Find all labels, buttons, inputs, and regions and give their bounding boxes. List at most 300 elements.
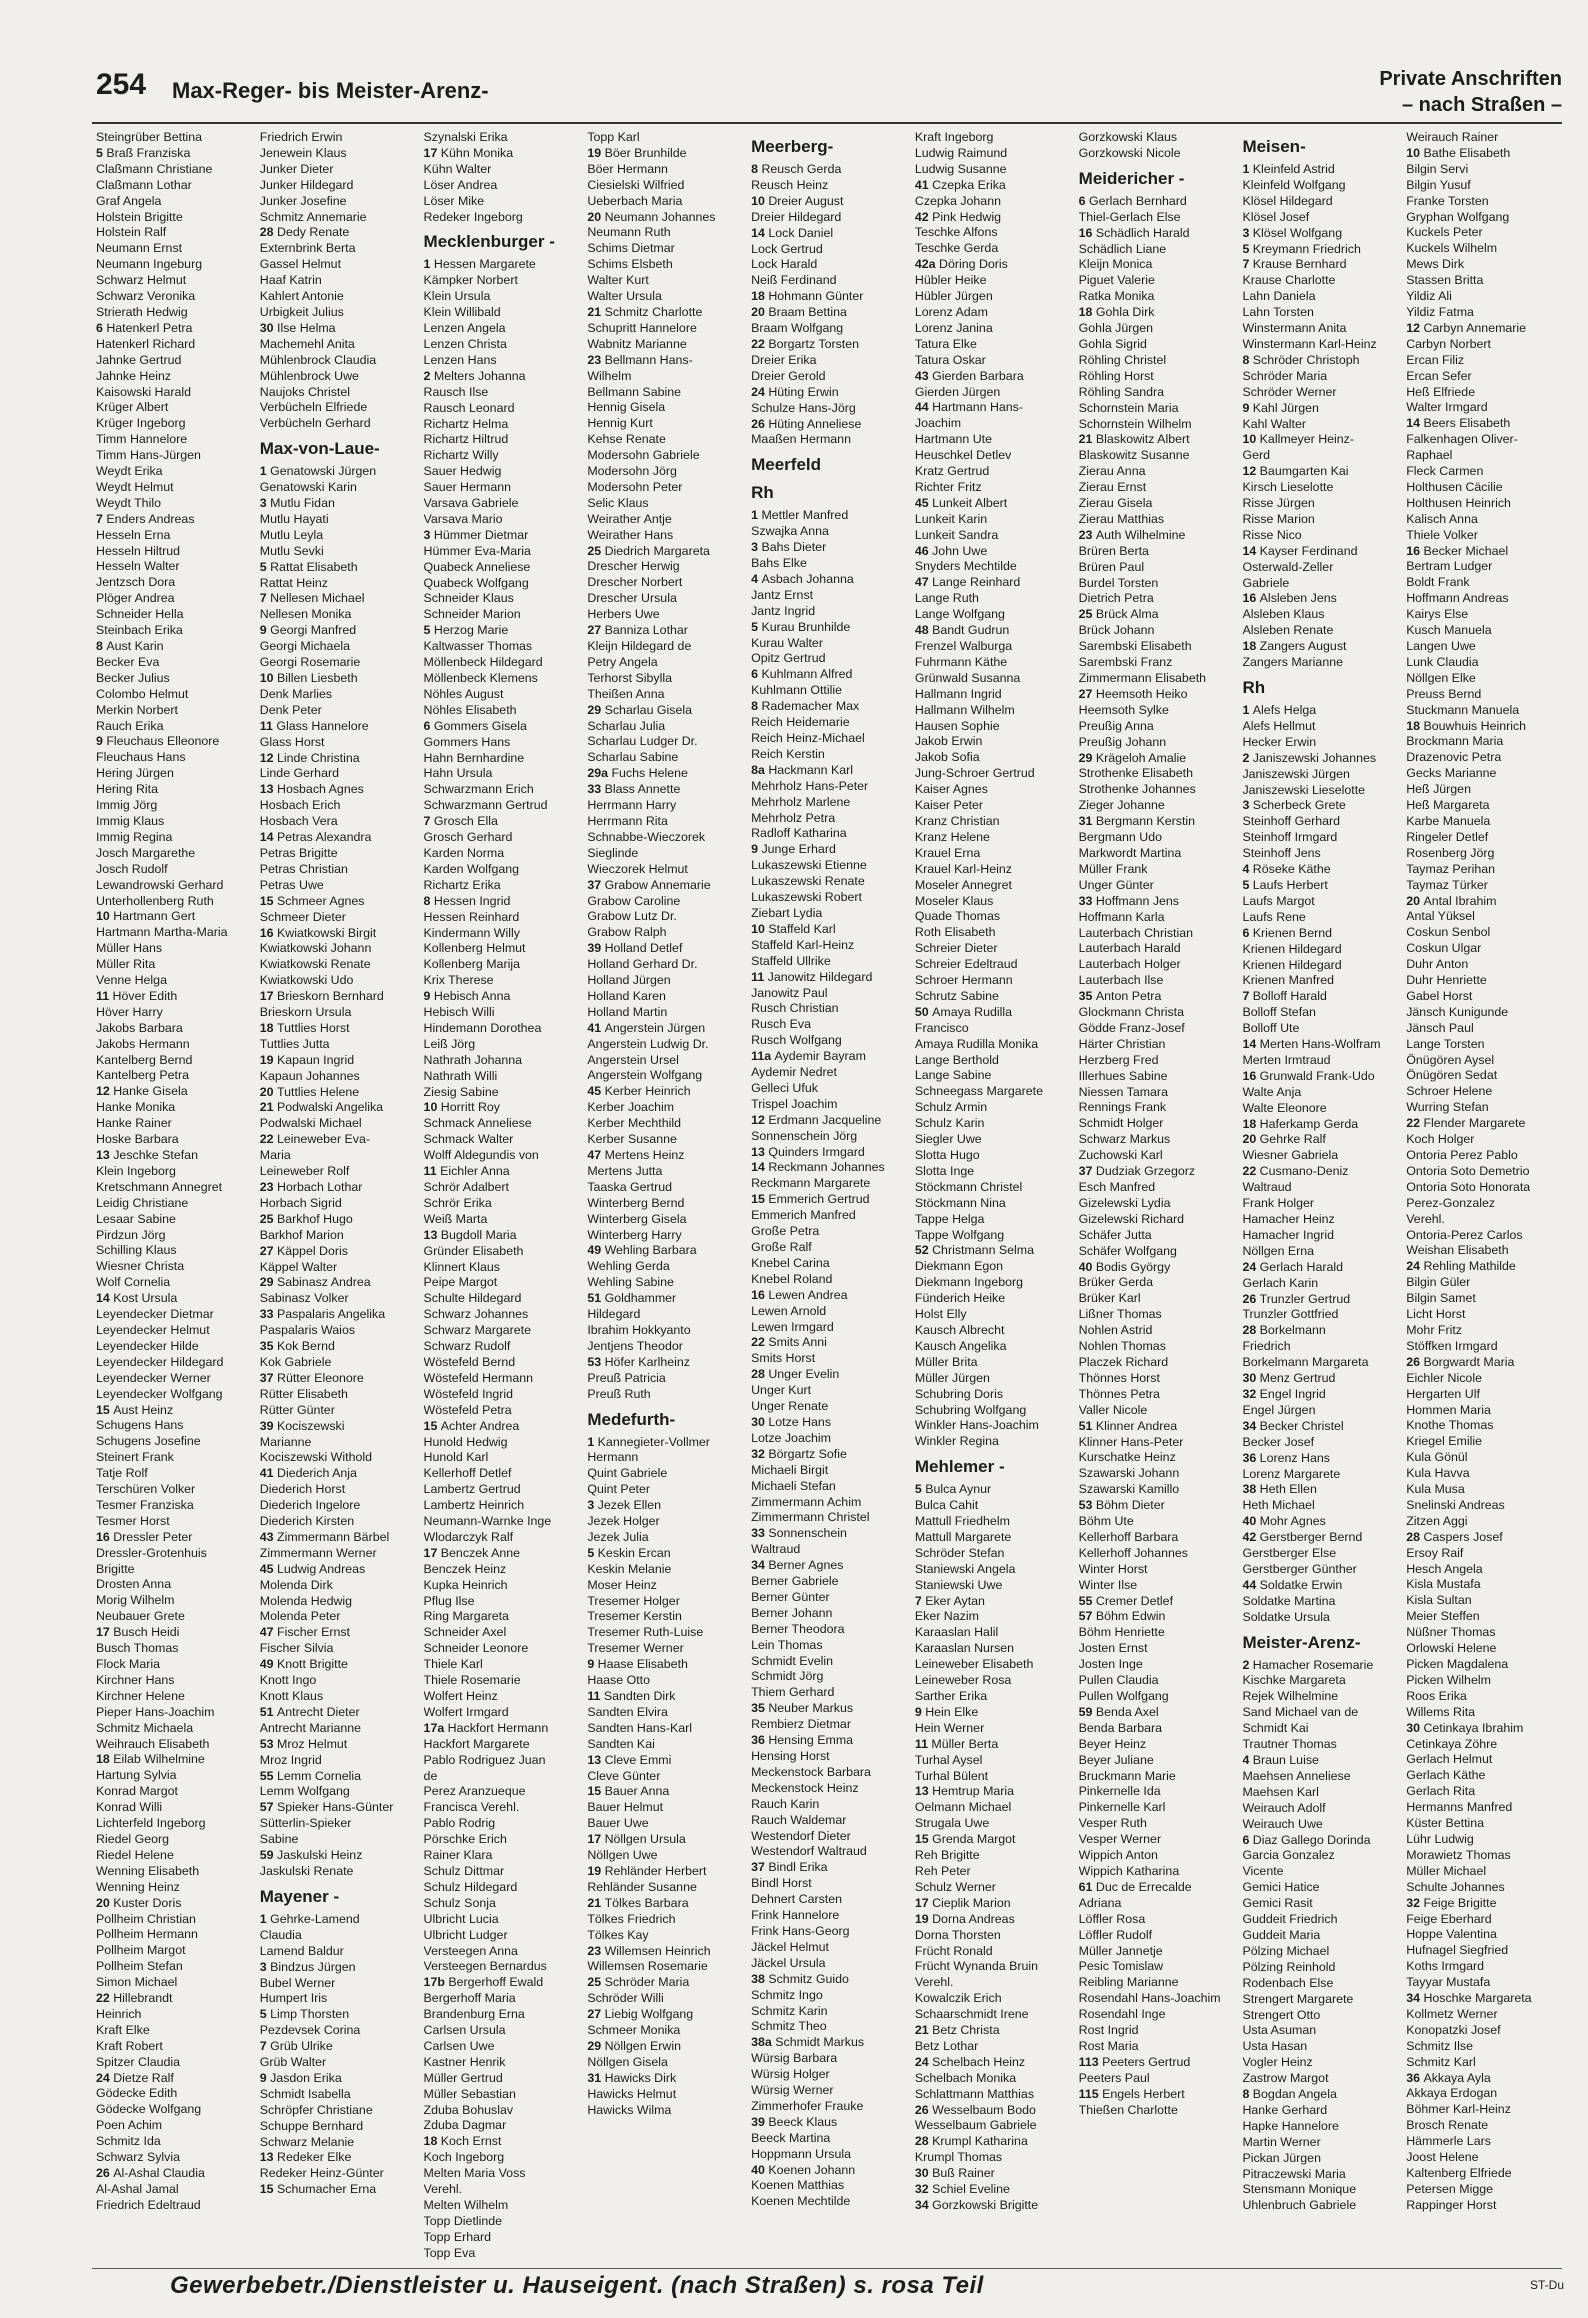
resident-entry: 20 Braam Bettina <box>751 305 847 320</box>
resident-entry: Hallmann Ingrid <box>914 686 1002 701</box>
resident-entry: 18 Hohmann Günter <box>751 289 864 304</box>
resident-entry: Schmitz Theo <box>751 2019 827 2034</box>
resident-entry: Böer Hermann <box>587 161 668 176</box>
resident-entry: Ersoy Raif <box>1406 1545 1464 1560</box>
resident-entry: Rembierz Dietmar <box>751 1717 851 1732</box>
resident-entry: Sandten Kai <box>587 1736 655 1751</box>
resident-entry: Leyendecker Wolfgang <box>96 1386 223 1401</box>
resident-entry: Wolfert Heinz <box>423 1689 498 1703</box>
resident-entry: 10 Hartmann Gert <box>96 909 196 924</box>
resident-entry: Klösel Josef <box>1242 209 1310 224</box>
resident-entry: 9 Fleuchaus Elleonore <box>96 734 220 749</box>
resident-entry: 5 Kurau Brunhilde <box>751 619 851 634</box>
resident-entry: Schwarzmann Gertrud <box>423 798 548 813</box>
resident-entry: Frücht Wynanda Bruin <box>914 1959 1039 1974</box>
resident-entry: 3 Scherbeck Grete <box>1242 798 1346 813</box>
resident-entry: Kaltenberg Elfriede <box>1406 2166 1512 2180</box>
resident-entry: Fünderich Heike <box>914 1291 1006 1306</box>
resident-entry: Kusch Manuela <box>1406 623 1492 638</box>
resident-entry: Willemsen Rosemarie <box>587 1959 708 1974</box>
resident-entry: 4 Braun Luise <box>1242 1753 1319 1767</box>
resident-entry: Röhling Horst <box>1078 368 1154 383</box>
resident-entry: Frank Holger <box>1242 1196 1315 1211</box>
resident-entry: Wippich Katharina <box>1078 1863 1180 1878</box>
resident-entry: Quint Gabriele <box>587 1466 668 1481</box>
resident-entry: Winterberg Harry <box>587 1227 682 1242</box>
resident-entry: Pitraczewski Maria <box>1242 2166 1346 2181</box>
resident-entry: 19 Rehländer Herbert <box>587 1863 707 1878</box>
resident-entry: Zierau Gisela <box>1078 496 1153 511</box>
resident-entry: Möllenbeck Hildegard <box>423 655 543 670</box>
resident-entry: Staniewski Uwe <box>914 1577 1003 1592</box>
resident-entry: 8 Bogdan Angela <box>1242 2087 1337 2102</box>
resident-entry: 5 Keskin Ercan <box>587 1545 671 1560</box>
resident-entry: 35 Neuber Markus <box>751 1701 854 1716</box>
resident-entry: Gorzkowski Klaus <box>1078 130 1178 144</box>
resident-entry: Barkhof Marion <box>259 1227 344 1242</box>
resident-entry: Hesseln Hiltrud <box>96 543 181 558</box>
resident-entry: Zduba Dagmar <box>423 2118 507 2133</box>
resident-entry: Hallmann Wilhelm <box>914 702 1015 717</box>
resident-entry: Löser Andrea <box>423 177 498 192</box>
resident-entry: 30 Ilse Helma <box>259 320 336 335</box>
resident-entry: 11a Aydemir Bayram <box>751 1049 866 1064</box>
resident-entry: 1 Alefs Helga <box>1242 703 1317 717</box>
resident-entry: 45 Ludwig Andreas <box>259 1561 366 1576</box>
resident-entry: Krauel Karl-Heinz <box>914 861 1012 876</box>
resident-entry: Schröder Werner <box>1242 384 1337 399</box>
resident-entry: Zimmerhofer Frauke <box>751 2098 864 2113</box>
resident-entry: Brandenburg Erna <box>423 2007 525 2022</box>
resident-entry: Lesaar Sabine <box>96 1211 176 1226</box>
resident-entry: Mattull Margarete <box>914 1529 1012 1544</box>
resident-entry: Trautner Thomas <box>1242 1737 1337 1752</box>
resident-entry: 35 Anton Petra <box>1078 989 1162 1004</box>
resident-entry: 9 Haase Elisabeth <box>587 1657 688 1672</box>
resident-entry: Leineweber Rosa <box>914 1673 1012 1688</box>
resident-entry: Weiß Marta <box>423 1211 488 1226</box>
resident-entry: Müller Jannetje <box>1078 1943 1163 1958</box>
resident-entry: Knott Ingo <box>259 1673 317 1688</box>
resident-entry: Bahs Elke <box>751 556 807 571</box>
resident-entry: Petras Uwe <box>259 877 324 892</box>
resident-entry: Reich Heidemarie <box>751 715 850 730</box>
resident-entry: 8 Rademacher Max <box>751 699 860 714</box>
resident-entry: Kurschatke Heinz <box>1078 1450 1176 1465</box>
resident-entry: Krüger Ingeborg <box>96 416 186 431</box>
resident-entry: 51 Klinner Andrea <box>1078 1418 1178 1433</box>
resident-entry: Schims Dietmar <box>587 241 675 256</box>
resident-entry: Weydt Erika <box>96 464 163 479</box>
resident-entry: 28 Krumpl Katharina <box>914 2134 1028 2149</box>
resident-entry: 5 Braß Franziska <box>96 145 191 160</box>
resident-entry: 32 Feige Brigitte <box>1406 1895 1497 1910</box>
resident-entry: 24 Rehling Mathilde <box>1406 1259 1516 1274</box>
resident-entry: 3 Klösel Wolfgang <box>1242 225 1343 240</box>
resident-entry: Winkler Regina <box>914 1434 999 1449</box>
resident-entry: Braam Wolfgang <box>751 321 844 336</box>
resident-entry: Krause Charlotte <box>1242 273 1336 288</box>
resident-entry: de <box>423 1768 438 1783</box>
resident-entry: 16 Lewen Andrea <box>751 1287 848 1302</box>
resident-entry: Taaska Gertrud <box>587 1179 673 1194</box>
resident-entry: Kuhlmann Ottilie <box>751 683 843 698</box>
resident-entry: Bauer Uwe <box>587 1816 649 1831</box>
resident-entry: Kollenberg Helmut <box>423 941 526 956</box>
resident-entry: Walter Kurt <box>587 273 649 288</box>
resident-entry: Tresemer Kerstin <box>587 1609 682 1624</box>
resident-entry: Pollheim Margot <box>96 1943 186 1958</box>
resident-entry: Stöckmann Christel <box>914 1179 1023 1194</box>
resident-entry: Blaskowitz Susanne <box>1078 448 1190 463</box>
resident-entry: Schornstein Maria <box>1078 400 1179 415</box>
resident-entry: Pablo Rodrig <box>423 1816 496 1831</box>
resident-entry: Hanke Monika <box>96 1100 176 1115</box>
resident-entry: Amaya Rudilla Monika <box>914 1036 1039 1051</box>
resident-entry: Tatura Elke <box>914 336 977 351</box>
resident-entry: 28 Borkelmann <box>1242 1323 1326 1338</box>
resident-entry: 36 Lorenz Hans <box>1242 1450 1330 1465</box>
resident-entry: Gemici Rasit <box>1242 1896 1313 1911</box>
resident-entry: Schwarz Markus <box>1078 1132 1171 1147</box>
resident-entry: Laufs Rene <box>1242 909 1306 924</box>
resident-entry: Thiem Gerhard <box>751 1685 835 1700</box>
resident-entry: 43 Zimmermann Bärbel <box>259 1529 390 1544</box>
resident-entry: Herrmann Rita <box>587 813 668 828</box>
resident-entry: Kaisowski Harald <box>96 384 192 399</box>
resident-entry: 13 Hemtrup Maria <box>914 1784 1015 1799</box>
resident-entry: Nathrath Willi <box>423 1068 498 1083</box>
resident-entry: Pollheim Stefan <box>96 1959 183 1974</box>
resident-entry: Raphael <box>1406 448 1453 463</box>
resident-entry: 10 Billen Liesbeth <box>259 671 358 685</box>
resident-entry: Wolff Aldegundis von <box>423 1148 539 1163</box>
resident-entry: Staniewski Angela <box>914 1561 1016 1576</box>
resident-entry: Laufs Margot <box>1242 893 1315 908</box>
resident-entry: 53 Höfer Karlheinz <box>587 1354 690 1369</box>
resident-entry: Usta Hasan <box>1242 2039 1308 2054</box>
resident-entry: Morawietz Thomas <box>1406 1847 1511 1862</box>
resident-entry: Schneider Leonore <box>423 1641 529 1656</box>
resident-entry: Moseler Annegret <box>914 877 1012 892</box>
resident-entry: Slotta Hugo <box>914 1148 980 1162</box>
resident-entry: Pollheim Hermann <box>96 1927 198 1942</box>
resident-entry: Francisco <box>914 1020 969 1035</box>
resident-entry: Bellmann Sabine <box>587 384 682 399</box>
resident-entry: Winterberg Gisela <box>587 1211 687 1226</box>
resident-entry: Drescher Norbert <box>587 575 683 590</box>
resident-entry: Thiele Volker <box>1406 527 1478 542</box>
resident-entry: 30 Menz Gertrud <box>1242 1371 1336 1386</box>
resident-entry: 48 Bandt Gudrun <box>914 623 1010 638</box>
resident-entry: 14 Kayser Ferdinand <box>1242 543 1358 558</box>
resident-entry: Nöllgen Gisela <box>587 2054 668 2069</box>
resident-entry: Dehnert Carsten <box>751 1892 843 1907</box>
resident-entry: 27 Liebig Wolfgang <box>587 2007 694 2022</box>
resident-entry: Risse Jürgen <box>1242 496 1315 511</box>
resident-entry: Heß Margareta <box>1406 798 1490 813</box>
resident-entry: Gödde Franz-Josef <box>1078 1020 1185 1035</box>
resident-entry: 29 Scharlau Gisela <box>587 702 693 717</box>
footer-rule <box>92 2268 1562 2269</box>
resident-entry: Lange Berthold <box>914 1052 999 1067</box>
resident-entry: 22 Smits Anni <box>751 1335 827 1350</box>
resident-entry: 6 Krienen Bernd <box>1242 925 1332 940</box>
directory-column <box>1242 130 1398 2260</box>
resident-entry: Bilgin Yusuf <box>1406 177 1471 192</box>
resident-entry: Hermann <box>587 1450 639 1465</box>
resident-entry: Hesch Angela <box>1406 1561 1483 1576</box>
resident-entry: Tölkes Friedrich <box>587 1911 676 1926</box>
resident-entry: Schilling Klaus <box>96 1243 177 1258</box>
resident-entry: Zuchowski Karl <box>1078 1148 1163 1163</box>
resident-entry: Sandten Elvira <box>587 1704 668 1719</box>
resident-entry: Janiszewski Lieselotte <box>1242 782 1366 797</box>
resident-entry: 23 Bellmann Hans- <box>587 352 693 367</box>
resident-entry: Schröder Willi <box>587 1991 664 2006</box>
resident-entry: Kretschmann Annegret <box>96 1179 223 1194</box>
resident-entry: Ratka Monika <box>1078 289 1155 304</box>
resident-entry: Schubring Doris <box>914 1386 1004 1401</box>
resident-entry: 39 Holland Detlef <box>587 941 683 956</box>
resident-entry: 21 Podwalski Angelika <box>259 1100 384 1115</box>
resident-entry: Strierath Hedwig <box>96 304 188 319</box>
resident-entry: Walter Irmgard <box>1406 400 1488 415</box>
resident-entry: Kirchner Hans <box>96 1672 175 1687</box>
resident-entry: 9 Georgi Manfred <box>259 623 357 638</box>
resident-entry: Brockmann Maria <box>1406 734 1504 749</box>
resident-entry: Hering Jürgen <box>96 766 174 781</box>
resident-entry: 7 Krause Bernhard <box>1242 257 1347 272</box>
resident-entry: Hartmann Ute <box>914 432 993 447</box>
resident-entry: Guddeit Maria <box>1242 1927 1321 1942</box>
resident-entry: Zduba Bohuslav <box>423 2102 514 2117</box>
resident-entry: Richartz Helma <box>423 416 509 431</box>
resident-entry: Molenda Hedwig <box>259 1593 353 1608</box>
resident-entry: Hapke Hannelore <box>1242 2118 1339 2133</box>
section-label-line-2: – nach Straßen – <box>1401 94 1562 116</box>
resident-entry: Waltraud <box>1242 1180 1292 1195</box>
resident-entry: Zierau Ernst <box>1078 480 1147 495</box>
resident-entry: Kok Gabriele <box>259 1354 332 1369</box>
resident-entry: Weirather Hans <box>587 527 674 542</box>
resident-entry: Langen Uwe <box>1406 639 1476 653</box>
resident-entry: Neiß Ferdinand <box>751 273 837 288</box>
resident-entry: Stassen Britta <box>1406 273 1484 288</box>
resident-entry: Modersohn Peter <box>587 479 683 494</box>
resident-entry: 1 Hessen Margarete <box>423 257 536 272</box>
resident-entry: Vesper Ruth <box>1078 1816 1147 1831</box>
resident-entry: Betz Lothar <box>914 2038 979 2053</box>
resident-entry: Reh Peter <box>914 1863 971 1878</box>
resident-entry: Lühr Ludwig <box>1406 1831 1474 1846</box>
resident-entry: Lauterbach Ilse <box>1078 973 1164 988</box>
resident-entry: Lange Ruth <box>914 591 979 606</box>
resident-entry: Walte Eleonore <box>1242 1100 1327 1115</box>
resident-entry: 9 Hebisch Anna <box>423 989 511 1004</box>
resident-entry: Zieger Johanne <box>1078 798 1165 813</box>
resident-entry: Kraft Ingeborg <box>914 130 994 144</box>
resident-entry: Winkler Hans-Joachim <box>914 1418 1039 1433</box>
resident-entry: 3 Jezek Ellen <box>587 1498 662 1513</box>
resident-entry: 22 Hillebrandt <box>96 1991 173 2006</box>
resident-entry: Hahn Ursula <box>423 766 493 781</box>
resident-entry: Kellerhoff Barbara <box>1078 1529 1179 1544</box>
resident-entry: Vogler Heinz <box>1242 2055 1313 2070</box>
resident-entry: Hawicks Helmut <box>587 2086 677 2101</box>
resident-entry: Kämpker Norbert <box>423 273 518 288</box>
resident-entry: Önügören Aysel <box>1406 1052 1495 1067</box>
resident-entry: Orlowski Helene <box>1406 1641 1497 1656</box>
resident-entry: Urbigkeit Julius <box>259 304 344 319</box>
resident-entry: Denk Marlies <box>259 686 333 701</box>
street-heading: Max-von-Laue- <box>259 439 380 459</box>
resident-entry: Leyendecker Werner <box>96 1370 211 1385</box>
resident-entry: Hindemann Dorothea <box>423 1020 542 1035</box>
resident-entry: Francisca Verehl. <box>423 1800 520 1815</box>
resident-entry: Varsava Gabriele <box>423 496 519 511</box>
resident-entry: Mutlu Sevki <box>259 543 324 558</box>
resident-entry: Leineweber Elisabeth <box>914 1657 1034 1672</box>
resident-entry: Schwarz Sylvia <box>96 2150 181 2165</box>
resident-entry: Neumann Ruth <box>587 225 671 240</box>
resident-entry: 16 Schädlich Harald <box>1078 225 1190 240</box>
resident-entry: Denk Peter <box>259 702 322 717</box>
resident-entry: Staffeld Karl-Heinz <box>751 937 855 952</box>
resident-entry: Perez-Gonzalez <box>1406 1195 1496 1210</box>
resident-entry: Jantz Ernst <box>751 587 814 602</box>
resident-entry: Pesic Tomislaw <box>1078 1959 1164 1974</box>
resident-entry: Klein Willibald <box>423 305 501 320</box>
resident-entry: Koenen Mechtilde <box>751 2194 851 2209</box>
resident-entry: Lukaszewski Robert <box>751 890 862 905</box>
resident-entry: Usta Asuman <box>1242 2023 1317 2038</box>
resident-entry: Glockmann Christa <box>1078 1005 1185 1020</box>
resident-entry: Schreier Edeltraud <box>914 957 1018 972</box>
resident-entry: Koenen Matthias <box>751 2178 845 2193</box>
resident-entry: 10 Kallmeyer Heinz- <box>1242 432 1355 447</box>
resident-entry: Paspalaris Waios <box>259 1323 356 1338</box>
resident-entry: Winter Ilse <box>1078 1577 1138 1592</box>
resident-entry: Mews Dirk <box>1406 257 1465 272</box>
resident-entry: Frink Hans-Georg <box>751 1923 850 1938</box>
resident-entry: Wöstefeld Bernd <box>423 1354 516 1369</box>
resident-entry: Lewandrowski Gerhard <box>96 877 224 892</box>
resident-entry: Klösel Hildegard <box>1242 193 1333 208</box>
resident-entry: 8 Aust Karin <box>96 639 164 653</box>
resident-entry: Hanke Gerhard <box>1242 2102 1328 2117</box>
resident-entry: Trispel Joachim <box>751 1096 838 1111</box>
resident-entry: Moser Heinz <box>587 1577 657 1592</box>
resident-entry: Herbers Uwe <box>587 607 660 622</box>
resident-entry: Rusch Wolfgang <box>751 1033 842 1048</box>
resident-entry: Tresemer Ruth-Luise <box>587 1625 704 1640</box>
resident-entry: Gerlach Käthe <box>1406 1768 1486 1783</box>
resident-entry: Hamacher Ingrid <box>1242 1227 1335 1242</box>
resident-entry: 51 Goldhammer <box>587 1291 677 1306</box>
resident-entry: Schugens Hans <box>96 1418 184 1433</box>
resident-entry: Kowalczik Erich <box>914 1991 1002 2006</box>
resident-entry: Schmidt Holger <box>1078 1116 1164 1131</box>
resident-entry: Richartz Willy <box>423 448 499 463</box>
resident-entry: Kerber Susanne <box>587 1132 677 1147</box>
resident-entry: Guddeit Friedrich <box>1242 1912 1338 1927</box>
resident-entry: Weirather Antje <box>587 511 672 526</box>
resident-entry: Koths Irmgard <box>1406 1959 1485 1974</box>
resident-entry: Westendorf Waltraud <box>751 1844 867 1859</box>
resident-entry: Nöhles August <box>423 686 504 701</box>
resident-entry: 1 Gehrke-Lamend <box>259 1911 360 1926</box>
resident-entry: Diekmann Egon <box>914 1259 1004 1274</box>
resident-entry: 29 Sabinasz Andrea <box>259 1275 371 1290</box>
resident-entry: Friedrich Edeltraud <box>96 2197 201 2212</box>
resident-entry: 25 Barkhof Hugo <box>259 1211 353 1226</box>
resident-entry: Keskin Melanie <box>587 1561 672 1576</box>
resident-entry: Verehl. <box>1406 1211 1445 1226</box>
resident-entry: Bolloff Ute <box>1242 1021 1300 1036</box>
resident-entry: 55 Lemm Cornelia <box>259 1768 362 1783</box>
resident-entry: 5 Herzog Marie <box>423 623 509 638</box>
resident-entry: Sarembski Elisabeth <box>1078 639 1192 654</box>
resident-entry: 25 Diedrich Margareta <box>587 543 710 558</box>
resident-entry: Zierau Anna <box>1078 464 1146 479</box>
resident-entry: Hoske Barbara <box>96 1132 179 1147</box>
resident-entry: Lock Gertrud <box>751 241 823 256</box>
resident-entry: Lorenz Margarete <box>1242 1466 1341 1481</box>
resident-entry: 2 Melters Johanna <box>423 368 526 383</box>
resident-entry: Rauch Karin <box>751 1796 820 1811</box>
resident-entry: 32 Börgartz Sofie <box>751 1446 847 1461</box>
resident-entry: Rausch Ilse <box>423 384 489 399</box>
resident-entry: 21 Blaskowitz Albert <box>1078 432 1190 447</box>
resident-entry: Gommers Hans <box>423 734 511 749</box>
resident-entry: Kaiser Agnes <box>914 782 988 797</box>
resident-entry: Kausch Angelika <box>914 1338 1007 1353</box>
resident-entry: Hosbach Vera <box>259 814 338 829</box>
resident-entry: Theißen Anna <box>587 686 665 701</box>
resident-entry: Leyendecker Dietmar <box>96 1307 214 1322</box>
resident-entry: Schwarz Rudolf <box>423 1339 511 1354</box>
resident-entry: Riedel Georg <box>96 1831 170 1846</box>
resident-entry: Schulz Sonja <box>423 1895 496 1910</box>
resident-entry: Haaf Katrin <box>259 273 322 288</box>
resident-entry: Claudia <box>259 1927 302 1942</box>
resident-entry: Jentzsch Dora <box>96 575 176 590</box>
resident-entry: Kirchner Helene <box>96 1688 185 1703</box>
resident-entry: Yildiz Fatma <box>1406 304 1474 319</box>
resident-entry: Verbücheln Gerhard <box>259 416 371 431</box>
resident-entry: 11 Sandten Dirk <box>587 1689 676 1703</box>
resident-entry: Schmidt Kai <box>1242 1721 1309 1736</box>
street-heading: Rh <box>751 483 774 503</box>
resident-entry: Schneider Hella <box>96 607 184 622</box>
resident-entry: Hartung Sylvia <box>96 1768 177 1783</box>
resident-entry: Czepka Johann <box>914 193 1001 208</box>
resident-entry: Sonnenschein Jörg <box>751 1128 858 1143</box>
resident-entry: Hoppmann Ursula <box>751 2146 851 2161</box>
resident-entry: Becker Eva <box>96 654 160 669</box>
resident-entry: Jantz Ingrid <box>751 603 816 618</box>
resident-entry: Bulca Cahit <box>914 1498 979 1513</box>
resident-entry: Zierau Matthias <box>1078 511 1165 526</box>
resident-entry: Ulbricht Ludger <box>423 1927 508 1942</box>
resident-entry: 13 Hosbach Agnes <box>259 782 364 797</box>
resident-entry: 30 Lotze Hans <box>751 1414 832 1429</box>
resident-entry: 7 Eker Aytan <box>914 1593 985 1608</box>
resident-entry: Mertens Jutta <box>587 1163 663 1178</box>
resident-entry: Lunkeit Sandra <box>914 527 999 542</box>
resident-entry: Aydemir Nedret <box>751 1065 837 1080</box>
